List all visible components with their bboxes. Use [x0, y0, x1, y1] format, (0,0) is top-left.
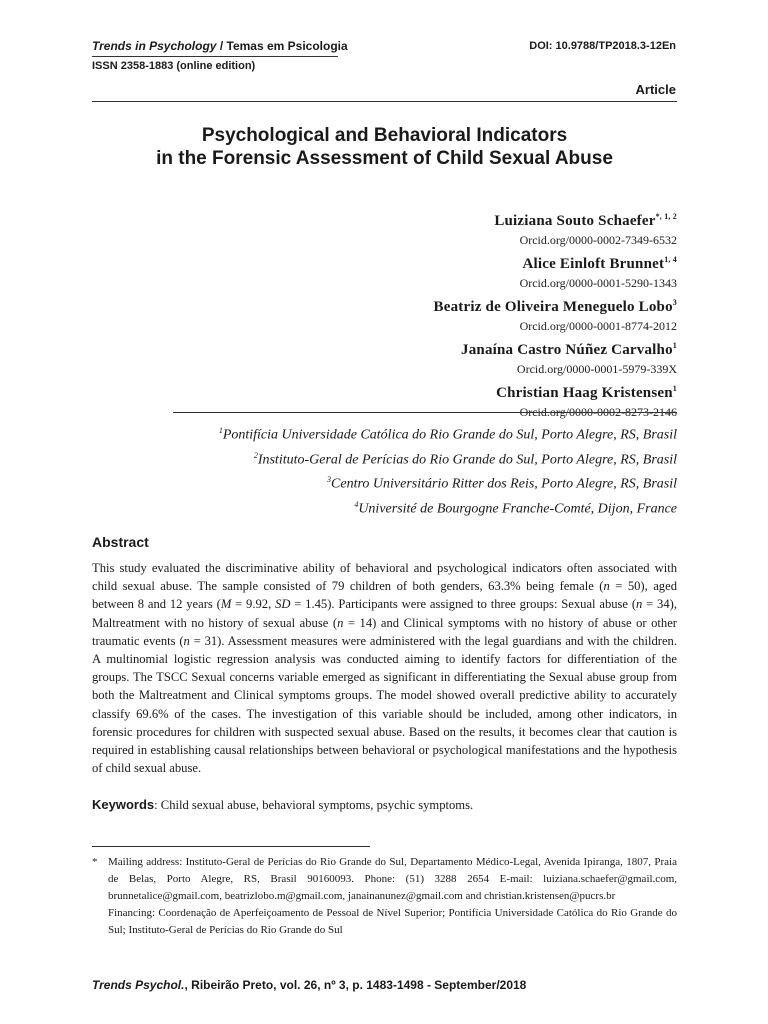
affiliation-list: [77, 421, 677, 520]
author-orcid: Orcid.org/0000-0001-8774-2012: [519, 319, 677, 333]
author-name: Christian Haag Kristensen$^1$: [496, 384, 677, 401]
journal-abbreviation: Trends Psychol.: [92, 978, 185, 992]
journal-underline: [92, 56, 338, 57]
author-name: Alice Einloft Brunnet$^{1, 4}$: [522, 255, 677, 272]
footnote-mark: *: [92, 856, 98, 868]
footnote-divider: [92, 846, 370, 847]
affiliation: $^2$Instituto-Geral de Perícias do Rio Grande do Sul, Porto Alegre, RS, Brasil: [253, 450, 677, 468]
citation-details: , Ribeirão Preto, vol. 26, nº 3, p. 1483-1498 - September/2018: [184, 978, 527, 992]
affiliation: $^3$Centro Universitário Ritter dos Reis, Porto Alegre, RS, Brasil: [327, 475, 677, 492]
abstract-heading: Abstract: [92, 534, 149, 550]
author-list: [77, 207, 677, 422]
journal-name-en: Trends in Psychology: [92, 39, 217, 53]
affiliation-divider: [173, 412, 677, 413]
keywords-label: Keywords: [92, 797, 155, 812]
author-orcid: Orcid.org/0000-0002-7349-6532: [519, 233, 677, 247]
keywords: [92, 796, 677, 814]
mailing-address: Mailing address: Instituto-Geral de Perícias do Rio Grande do Sul, Departamento Médico-Legal, Avenida Ipiranga, 1807, Praia de Belas, Porto Alegre, RS, Brasil 90160093. Phone: (51) 3288 2654 E-mail: luiziana.schaefer@gmail.com, brunnetalice@gmail.com, beatrizlobo.m@gmail.com, janainanunez@gmail.com and christian.kristensen@pucrs.br: [108, 856, 677, 902]
doi: DOI: 10.9788/TP2018.3-12En: [529, 40, 676, 52]
footnote: [108, 854, 677, 939]
paper-title-line-2: in the Forensic Assessment of Child Sexual Abuse: [156, 148, 613, 169]
journal-name-pt: Temas em Psicologia: [226, 39, 348, 53]
author-affiliation-marks: *, 1, 2: [655, 212, 677, 221]
author-affiliation-marks: 1: [672, 341, 677, 350]
keywords-text: : Child sexual abuse, behavioral symptoms, psychic symptoms.: [154, 798, 474, 812]
journal-name: [92, 39, 348, 53]
author-orcid: Orcid.org/0000-0002-8273-2146: [519, 405, 677, 419]
affiliation: $^1$Pontifícia Universidade Católica do Rio Grande do Sul, Porto Alegre, RS, Brasil: [218, 426, 677, 443]
header-divider: [92, 101, 677, 102]
author-affiliation-marks: 3: [672, 298, 677, 307]
journal-name-separator: /: [216, 39, 227, 53]
author-orcid: Orcid.org/0000-0001-5979-339X: [516, 362, 677, 376]
author-name: Janaína Castro Núñez Carvalho$^1$: [461, 341, 677, 358]
author-affiliation-marks: 1: [672, 384, 677, 393]
page-footer-citation: [92, 978, 526, 992]
author-name: Luiziana Souto Schaefer$^{*, 1, 2}$: [494, 212, 677, 229]
financing-note: Financing: Coordenação de Aperfeiçoamento de Pessoal de Nível Superior; Pontifícia Universidade Católica do Rio Grande do Sul; Instituto-Geral de Perícias do Rio Grande do Sul: [108, 907, 677, 936]
author-affiliation-marks: 1, 4: [664, 255, 677, 264]
issn: ISSN 2358-1883 (online edition): [92, 60, 256, 72]
affiliation: $^4$Université de Bourgogne Franche-Comté, Dijon, France: [354, 499, 677, 517]
author-name: Beatriz de Oliveira Meneguelo Lobo$^3$: [433, 298, 677, 315]
paper-title: [92, 124, 677, 170]
article-type-label: Article: [635, 82, 676, 97]
abstract-body: This study evaluated the discriminative ability of behavioral and psychological indicators often associated with child sexual abuse. The sample consisted of 79 children of both genders, 63.3% being female (n = 50), aged between 8 and 12 years (M = 9.92, SD = 1.45). Participants were assigned to three groups: Sexual abuse (n = 34), Maltreatment with no history of sexual abuse (n = 14) and Clinical symptoms with no history of abuse or other traumatic events (n = 31). Assessment measures were administered with the legal guardians and with the children. A multinomial logistic regression analysis was conducted aiming to identify factors for differentiation of the groups. The TSCC Sexual concerns variable emerged as significant in differentiating the Sexual abuse group from both the Maltreatment and Clinical symptoms groups. The model showed overall predictive ability to accurately classify 69.6% of the cases. The investigation of this variable should be included, among other indicators, in forensic procedures for children with suspected sexual abuse. Based on the results, it becomes clear that caution is required in establishing causal relationships between behavioral or psychological manifestations and the hypothesis of child sexual abuse.: [92, 561, 677, 776]
paper-title-line-1: Psychological and Behavioral Indicators: [201, 125, 568, 146]
author-orcid: Orcid.org/0000-0001-5290-1343: [519, 276, 677, 290]
